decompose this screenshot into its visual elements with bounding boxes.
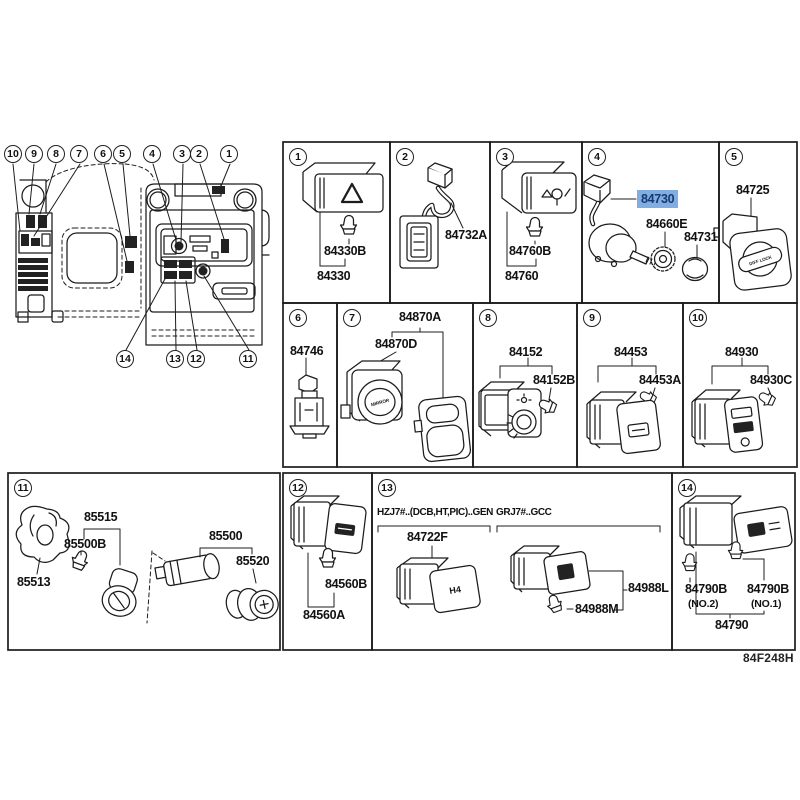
cell-3-badge: 3 [496, 148, 514, 166]
cell-11-badge: 11 [14, 479, 32, 497]
part-label-84330B[interactable]: 84330B [324, 244, 366, 258]
variant-header-grj: GRJ7#..GCC [496, 507, 552, 518]
diff-lock-switch-drawing [714, 198, 792, 291]
callout-12: 12 [187, 350, 205, 368]
cell-4-badge: 4 [588, 148, 606, 166]
part-label-84560A[interactable]: 84560A [303, 608, 345, 622]
part-label-84152B[interactable]: 84152B [533, 373, 575, 387]
part-label-84746[interactable]: 84746 [290, 344, 324, 358]
callout-10: 10 [4, 145, 22, 163]
callout-11: 11 [239, 350, 257, 368]
part-label-85500B[interactable]: 85500B [64, 537, 106, 551]
switch-with-harness-drawing [400, 163, 463, 268]
callout-7: 7 [70, 145, 88, 163]
callout-9: 9 [25, 145, 43, 163]
cell-1-badge: 1 [289, 148, 307, 166]
dimmer-switch-drawing [479, 358, 558, 438]
cell-7-badge: 7 [343, 309, 361, 327]
part-label-84870D[interactable]: 84870D [375, 337, 417, 351]
diff-lock-knob-text: DIFF LOCK [748, 254, 773, 267]
callout-3: 3 [173, 145, 191, 163]
part-label-84870A[interactable]: 84870A [399, 310, 441, 324]
cell-6-badge: 6 [289, 309, 307, 327]
part-label-84790B-no2[interactable]: 84790B [685, 582, 727, 596]
mirror-knob-text: MIRROR [370, 397, 390, 408]
part-label-84453[interactable]: 84453 [614, 345, 648, 359]
cell-5-badge: 5 [725, 148, 743, 166]
part-label-84660E[interactable]: 84660E [646, 217, 688, 231]
callout-8: 8 [47, 145, 65, 163]
part-label-84330[interactable]: 84330 [317, 269, 351, 283]
callout-5: 5 [113, 145, 131, 163]
dashboard-location-diagram [13, 164, 269, 350]
note-no2: (NO.2) [688, 598, 719, 610]
cell-12-badge: 12 [289, 479, 307, 497]
part-label-84790[interactable]: 84790 [715, 618, 749, 632]
callout-1: 1 [220, 145, 238, 163]
part-label-84732A[interactable]: 84732A [445, 228, 487, 242]
part-label-84988M[interactable]: 84988M [575, 602, 619, 616]
cell-9-badge: 9 [583, 309, 601, 327]
part-label-85513[interactable]: 85513 [17, 575, 51, 589]
part-label-84760B[interactable]: 84760B [509, 244, 551, 258]
part-label-84152[interactable]: 84152 [509, 345, 543, 359]
figure-code: 84F248H [743, 651, 794, 665]
part-label-84453A[interactable]: 84453A [639, 373, 681, 387]
callout-6: 6 [94, 145, 112, 163]
cell-13-badge: 13 [378, 479, 396, 497]
callout-4: 4 [143, 145, 161, 163]
part-label-84790B-no1[interactable]: 84790B [747, 582, 789, 596]
part-label-84725[interactable]: 84725 [736, 183, 770, 197]
callout-13: 13 [166, 350, 184, 368]
note-no1: (NO.1) [751, 598, 782, 610]
part-label-85500[interactable]: 85500 [209, 529, 243, 543]
part-label-84730-selected[interactable]: 84730 [637, 190, 678, 208]
cell-8-badge: 8 [479, 309, 497, 327]
plunger-switch-drawing [290, 358, 329, 438]
cell-14-badge: 14 [678, 479, 696, 497]
cell-10-badge: 10 [689, 309, 707, 327]
part-label-84731[interactable]: 84731 [684, 230, 718, 244]
variant-header-hzj: HZJ7#..(DCB,HT,PIC)..GEN [377, 507, 493, 518]
callout-2: 2 [190, 145, 208, 163]
h4-switch-face-text: H4 [448, 584, 462, 596]
part-label-84930[interactable]: 84930 [725, 345, 759, 359]
part-label-84560B[interactable]: 84560B [325, 577, 367, 591]
part-label-85520[interactable]: 85520 [236, 554, 270, 568]
part-label-84760[interactable]: 84760 [505, 269, 539, 283]
part-label-84930C[interactable]: 84930C [750, 373, 792, 387]
callout-14: 14 [116, 350, 134, 368]
cell-2-badge: 2 [396, 148, 414, 166]
part-label-84988L[interactable]: 84988L [628, 581, 669, 595]
part-label-84722F[interactable]: 84722F [407, 530, 448, 544]
part-label-85515[interactable]: 85515 [84, 510, 118, 524]
